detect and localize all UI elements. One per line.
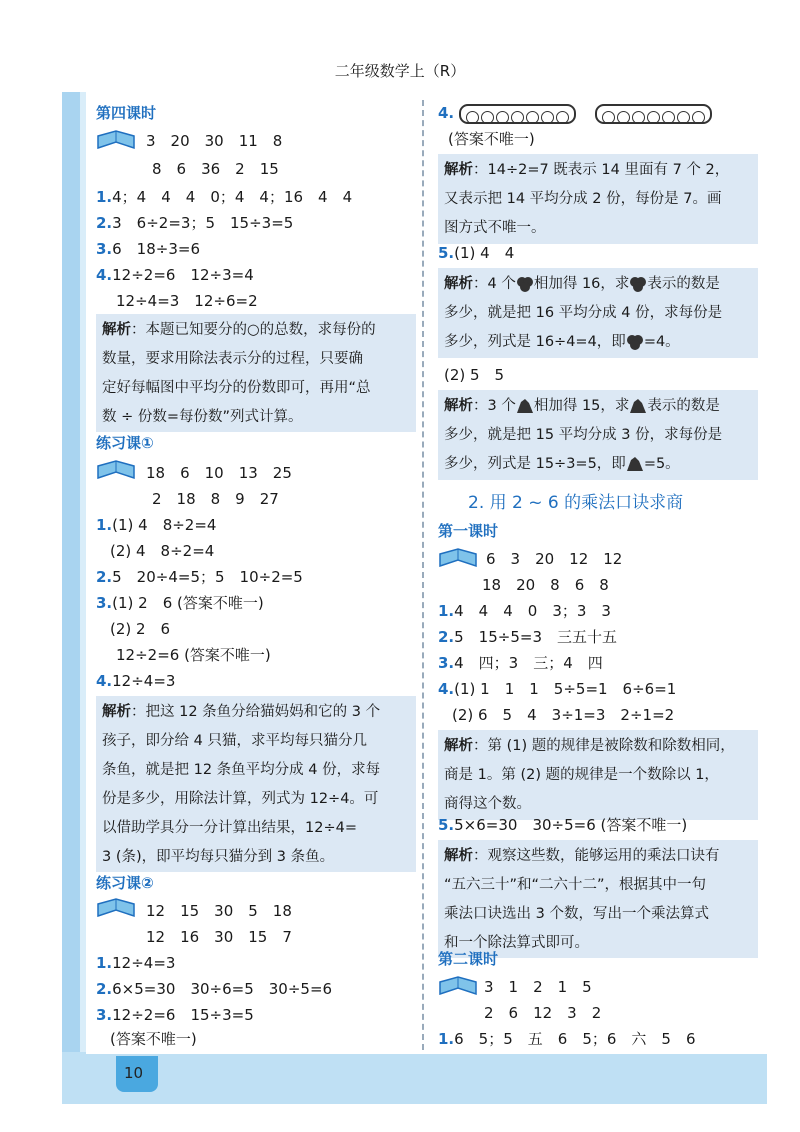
analysis-label: 解析 [102, 704, 131, 720]
oral-row-1: 6 3 20 12 12 [486, 550, 623, 568]
analysis-line: 多少，就是把 15 平均分成 3 份，求每份是 [444, 427, 723, 443]
left-margin-bar [62, 92, 80, 1092]
analysis-text: 相加得 15，求 [533, 398, 630, 414]
oral-row-1: 12 15 30 5 18 [146, 902, 292, 920]
analysis-line: 份是多少，用除法计算，列式为 12÷4。可 [102, 791, 379, 807]
q-number: 2. [438, 628, 455, 646]
q-number: 1. [438, 602, 455, 620]
circle-group [459, 104, 576, 124]
answer-text: 6 5；5 五 6 5；6 六 5 6 [454, 1030, 696, 1048]
page-number: 10 [124, 1064, 144, 1082]
circle-group [595, 104, 712, 124]
analysis-line: ：把这 12 条鱼分给猫妈妈和它的 3 个 [131, 704, 381, 720]
flower-icon [629, 276, 647, 292]
oral-row-2: 8 6 36 2 15 [152, 160, 279, 178]
answer-text: (答案不唯一) [110, 1030, 197, 1048]
answer-text: (2) 5 5 [444, 366, 505, 384]
answer-text: (2) 4 8÷2=4 [110, 542, 215, 560]
answer-text: (2) 6 5 4 3÷1=3 2÷1=2 [452, 706, 675, 724]
rock-icon [516, 398, 534, 414]
bottom-band [62, 1052, 767, 1104]
answer-text: (1) 4 8÷2=4 [112, 516, 217, 534]
analysis-text: 表示的数是 [647, 398, 720, 414]
q-number: 3. [96, 1006, 113, 1024]
answer-text: 5×6=30 30÷5=6 (答案不唯一) [454, 816, 688, 834]
answer-text: 4 4 4 0 3；3 3 [454, 602, 611, 620]
analysis-label: 解析 [444, 276, 473, 292]
q-number: 3. [96, 594, 113, 612]
book-icon [96, 460, 136, 482]
analysis-line: 商是 1。第 (2) 题的规律是一个数除以 1， [444, 767, 719, 783]
q-number: 4. [96, 266, 113, 284]
q-number: 2. [96, 214, 113, 232]
answer-text: 12÷2=6 15÷3=5 [112, 1006, 254, 1024]
oral-row-2: 2 6 12 3 2 [484, 1004, 602, 1022]
rock-icon [626, 456, 644, 472]
answer-text: (1) 4 4 [454, 244, 515, 262]
q-number: 1. [96, 188, 113, 206]
section-heading: 2. 用 2 ~ 6 的乘法口诀求商 [468, 493, 684, 513]
q-number: 4. [96, 672, 113, 690]
answer-text: 3 6÷2=3；5 15÷3=5 [112, 214, 294, 232]
analysis-box [438, 390, 758, 480]
analysis-box [96, 696, 416, 872]
book-icon [96, 898, 136, 920]
rock-icon [629, 398, 647, 414]
page-header: 二年级数学上（R） [334, 62, 466, 80]
q-number: 4. [438, 680, 455, 698]
q-number: 3. [438, 654, 455, 672]
answer-text: 6×5=30 30÷6=5 30÷5=6 [112, 980, 333, 998]
analysis-line: ：本题已知要分的○的总数，求每份的 [131, 322, 376, 338]
answer-text: 4 四；3 三；4 四 [454, 654, 603, 672]
answer-text: 12÷4=3 [112, 954, 176, 972]
analysis-box [438, 840, 758, 958]
answer-text: (1) 1 1 1 5÷5=1 6÷6=1 [454, 680, 677, 698]
q-number: 4. [438, 104, 455, 122]
analysis-text: =5。 [643, 456, 680, 472]
analysis-line: ：第 (1) 题的规律是被除数和除数相同， [473, 738, 735, 754]
analysis-text: ：3 个 [473, 398, 516, 414]
answer-text: 12÷4=3 [112, 672, 176, 690]
oral-row-1: 3 1 2 1 5 [484, 978, 592, 996]
oral-row-2: 18 20 8 6 8 [482, 576, 609, 594]
analysis-label: 解析 [102, 322, 131, 338]
q-number: 1. [438, 1030, 455, 1048]
answer-text: 6 18÷3=6 [112, 240, 200, 258]
flower-icon [626, 334, 644, 350]
answer-text: (答案不唯一) [448, 130, 535, 148]
q-number: 3. [96, 240, 113, 258]
analysis-text: =4。 [643, 334, 680, 350]
analysis-line: 商得这个数。 [444, 796, 531, 812]
analysis-line: 条鱼，就是把 12 条鱼平均分成 4 份，求每 [102, 762, 381, 778]
analysis-line: ：14÷2=7 既表示 14 里面有 7 个 2， [473, 162, 730, 178]
oral-row-2: 2 18 8 9 27 [152, 490, 279, 508]
analysis-label: 解析 [444, 162, 473, 178]
analysis-text: 表示的数是 [647, 276, 720, 292]
column-divider [422, 100, 424, 1050]
lesson-title: 练习课② [96, 874, 154, 892]
analysis-text: 多少，列式是 16÷4=4，即 [444, 334, 626, 350]
answer-text: 12÷2=6 (答案不唯一) [116, 646, 271, 664]
analysis-line: 孩子，即分给 4 只猫，求平均每只猫分几 [102, 733, 367, 749]
analysis-box [96, 314, 416, 432]
lesson-title: 第四课时 [96, 104, 157, 122]
analysis-line: “五六三十”和“二六十二”，根据其中一句 [444, 877, 707, 893]
q-number: 1. [96, 516, 113, 534]
flower-icon [516, 276, 534, 292]
oral-row-1: 3 20 30 11 8 [146, 132, 283, 150]
answer-text: 12÷4=3 12÷6=2 [116, 292, 258, 310]
answer-card [86, 92, 768, 1054]
lesson-title: 练习课① [96, 434, 154, 452]
q-number: 2. [96, 568, 113, 586]
answer-text: 5 15÷5=3 三五十五 [454, 628, 617, 646]
q-number: 1. [96, 954, 113, 972]
book-icon [96, 130, 136, 152]
analysis-line: 数 ÷ 份数=每份数”列式计算。 [102, 409, 303, 425]
q-number: 2. [96, 980, 113, 998]
oral-row-2: 12 16 30 15 7 [146, 928, 292, 946]
lesson-title: 第二课时 [438, 950, 499, 968]
analysis-box [438, 154, 758, 244]
answer-text: (2) 2 6 [110, 620, 171, 638]
analysis-line: 乘法口诀选出 3 个数，写出一个乘法算式 [444, 906, 709, 922]
answer-text: (1) 2 6 (答案不唯一) [112, 594, 264, 612]
analysis-line: 定好每幅图中平均分的份数即可，再用“总 [102, 380, 371, 396]
analysis-line: 图方式不唯一。 [444, 220, 546, 236]
oral-row-1: 18 6 10 13 25 [146, 464, 292, 482]
analysis-line: 多少，就是把 16 平均分成 4 份，求每份是 [444, 305, 723, 321]
analysis-text: 相加得 16，求 [533, 276, 630, 292]
analysis-line: 和一个除法算式即可。 [444, 935, 589, 951]
q-number: 5. [438, 244, 455, 262]
analysis-box [438, 730, 758, 820]
q-number: 5. [438, 816, 455, 834]
analysis-line: 数量，要求用除法表示分的过程，只要确 [102, 351, 363, 367]
analysis-line: 3 (条)，即平均每只猫分到 3 条鱼。 [102, 849, 335, 865]
analysis-label: 解析 [444, 398, 473, 414]
book-icon [438, 976, 478, 998]
analysis-box [438, 268, 758, 358]
answer-text: 4；4 4 4 0；4 4；16 4 4 [112, 188, 353, 206]
analysis-text: 多少，列式是 15÷3=5，即 [444, 456, 626, 472]
analysis-label: 解析 [444, 848, 473, 864]
lesson-title: 第一课时 [438, 522, 499, 540]
analysis-text: ：4 个 [473, 276, 516, 292]
analysis-line: ：观察这些数，能够运用的乘法口诀有 [473, 848, 720, 864]
answer-text: 12÷2=6 12÷3=4 [112, 266, 254, 284]
book-icon [438, 548, 478, 570]
answer-text: 5 20÷4=5；5 10÷2=5 [112, 568, 303, 586]
analysis-label: 解析 [444, 738, 473, 754]
analysis-line: 又表示把 14 平均分成 2 份，每份是 7。画 [444, 191, 722, 207]
analysis-line: 以借助学具分一分计算出结果，12÷4= [102, 820, 357, 836]
